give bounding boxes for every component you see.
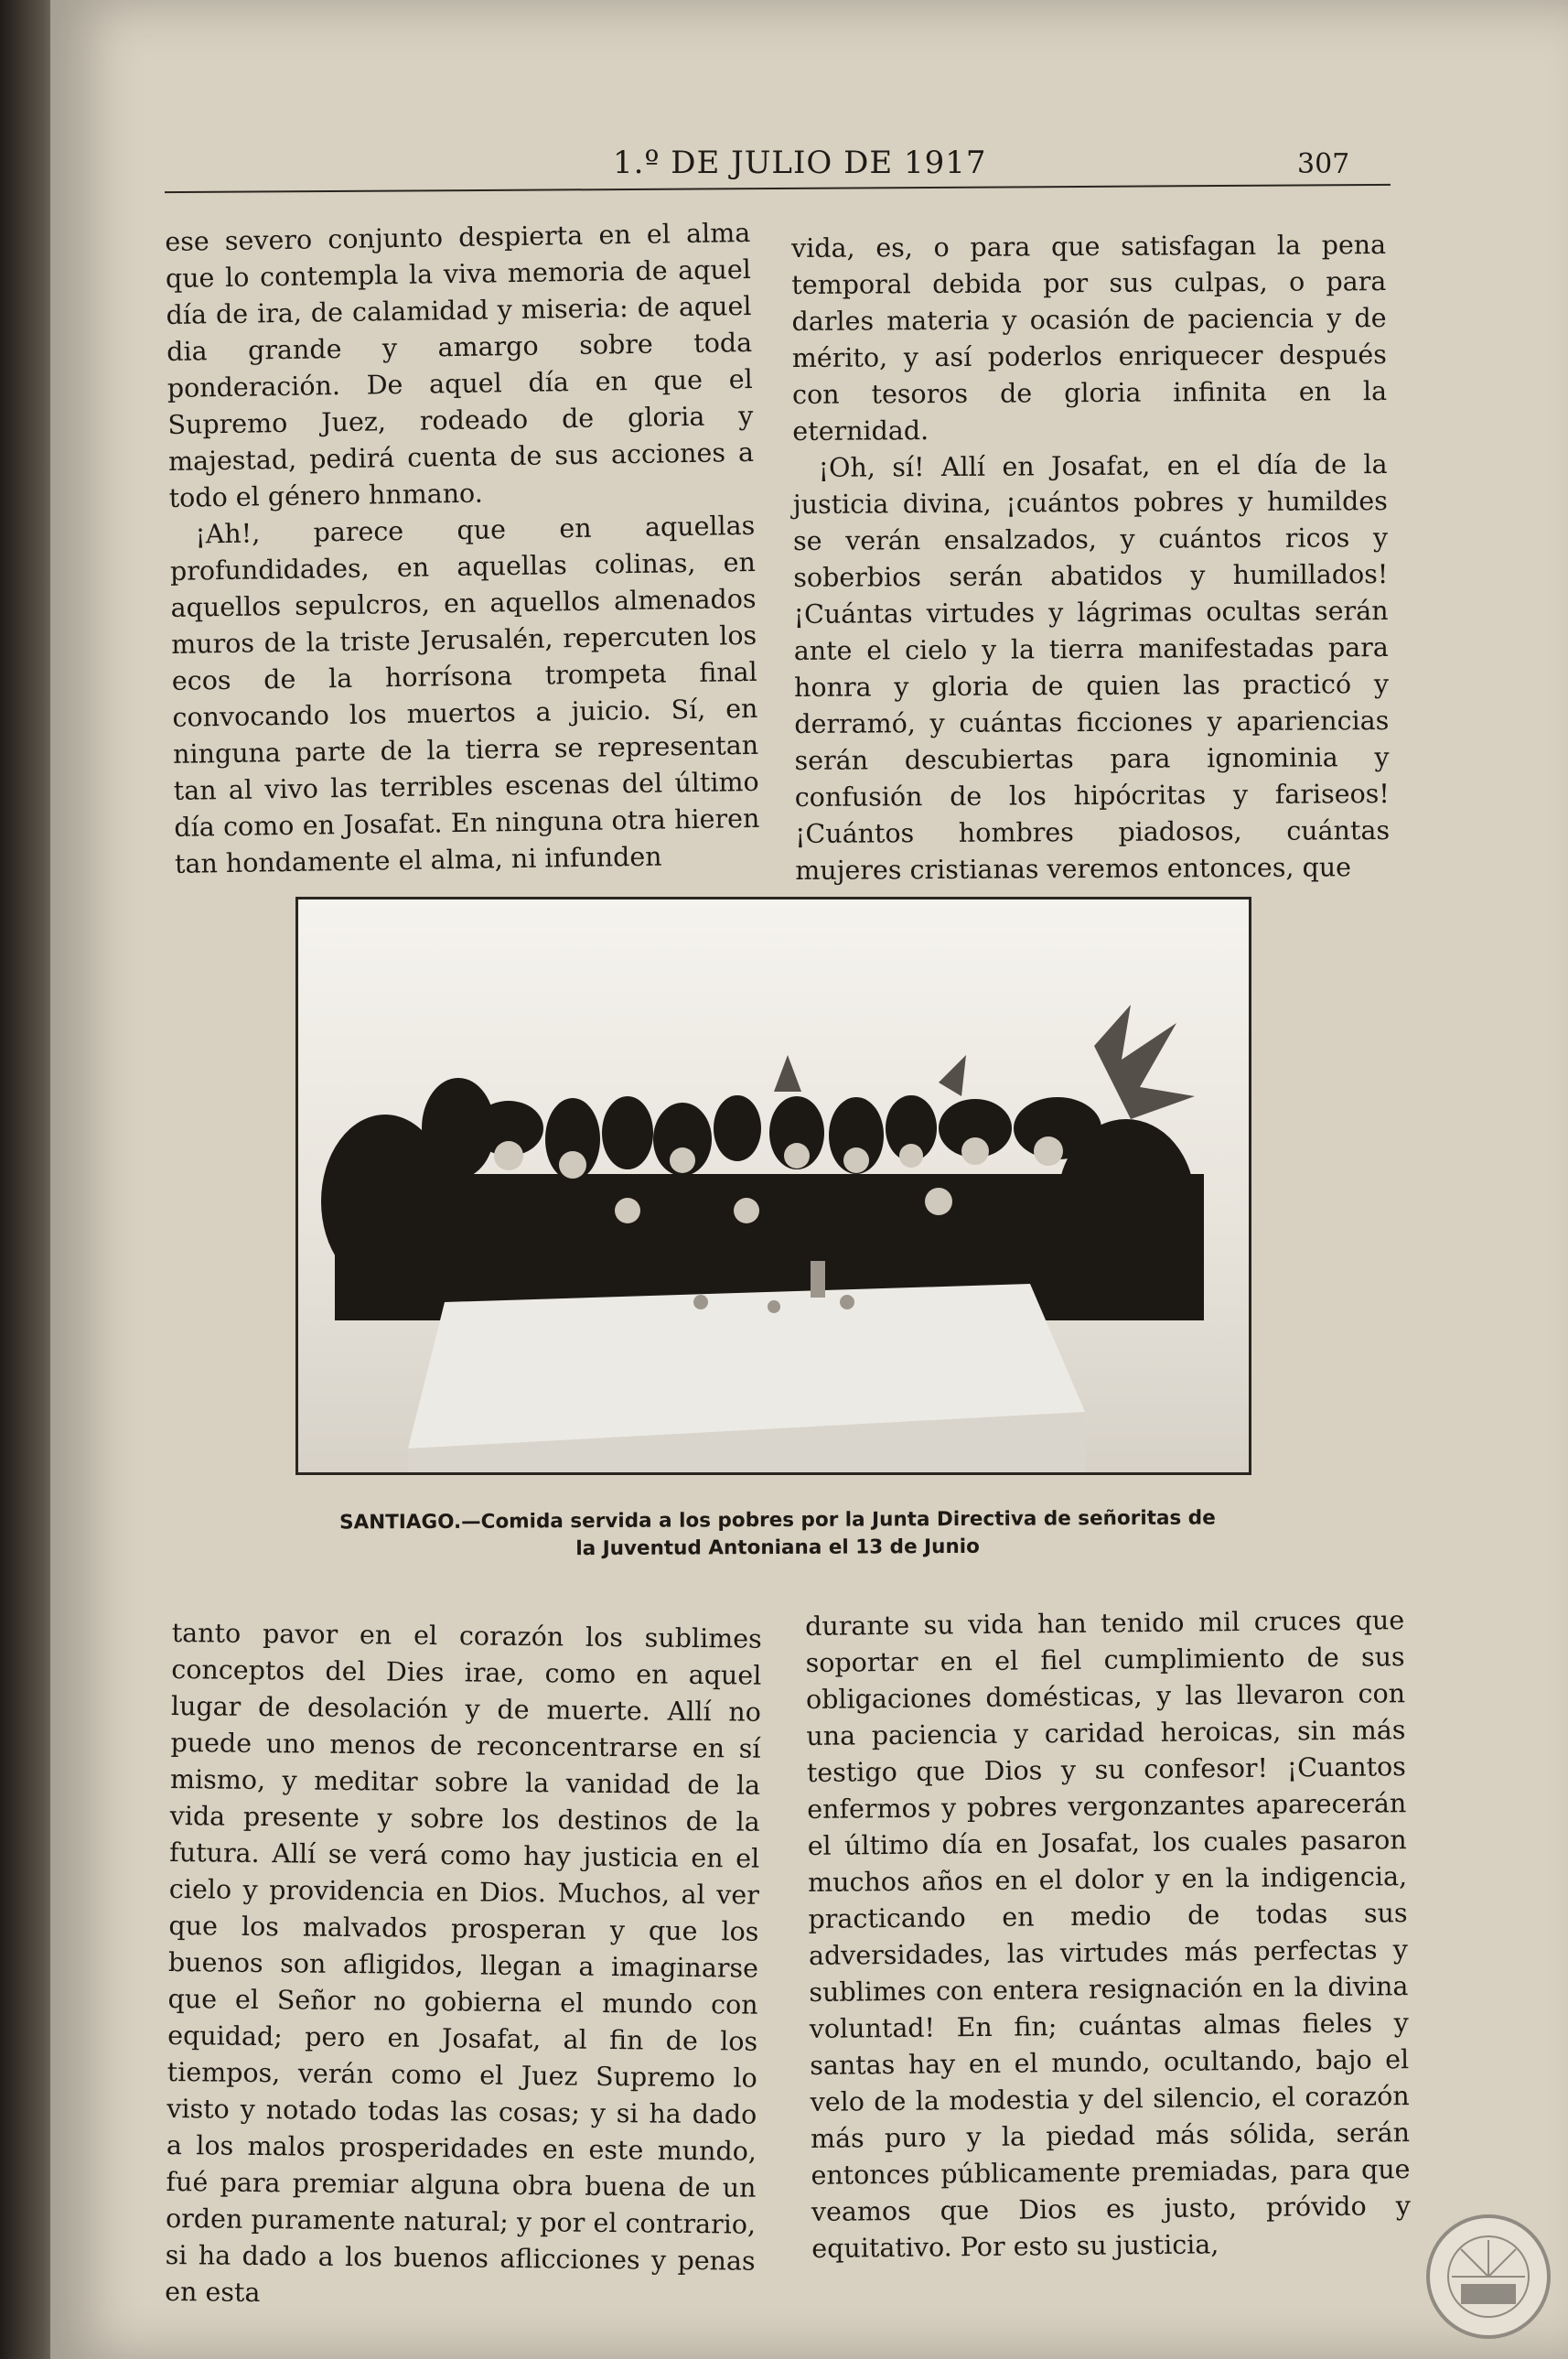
photo-caption — [293, 1504, 1262, 1565]
paragraph: tanto pavor en el corazón los sublimes conceptos del Dies irae, como en aquel lugar de desolación y de muerte. Allí no puede uno menos de reconcentrarse en sí mismo, y meditar sobre la vanidad de la vida presente y sobre los destinos de la futura. Allí se verá como hay justicia en el cielo y providencia en Dios. Muchos, al ver que los malvados prosperan y que los buenos son afligidos, llegan a imaginarse que el Señor no gobierna el mundo con equidad; pero en Josafat, al fin de los tiempos, verán como el Juez Supremo lo visto y notado todas las cosas; y si ha dado a los malos prosperidades en este mundo, fué para premiar alguna obra buena de un orden puramente natural; y por el contrario, si ha dado a los buenos aflicciones y penas en esta — [165, 1617, 762, 2309]
library-seal-stamp — [1424, 2213, 1552, 2341]
paragraph: vida, es, o para que satisfagan la pena temporal debida por sus culpas, o para darles materia y ocasión de paciencia y de mérito, y así poderlos enriquecer después con tesoros de gloria infinita en la eternidad. — [791, 230, 1388, 447]
column-bottom-right — [805, 1602, 1412, 2267]
paragraph: ese severo conjunto despierta en el alma que lo contempla la viva memoria de aquel día de ira, de calamidad y miseria: de aquel dia grande y amargo sobre toda ponderación. De aquel día en que el Supremo Juez, rodeado de gloria y majestad, pedirá cuenta de sus acciones a todo el género hnmano. — [165, 217, 755, 513]
running-header — [165, 137, 1391, 189]
header-date: 1.º DE JULIO DE 1917 — [613, 145, 987, 181]
column-bottom-left — [165, 1615, 762, 2317]
paragraph: durante su vida han tenido mil cruces que soportar en el fiel cumplimiento de sus obligaciones domésticas, y las llevaron con una paciencia y caridad heroicas, sin más testigo que Dios y su confesor! ¡Cuantos enfermos y pobres vergonzantes aparecerán el último día en Josafat, los cuales pasaron muchos años en el dolor y en la indigencia, practicando en medio de todas sus adversidades, las virtudes más perfectas y sublimes con entera resignación en la divina voluntad! En fin; cuántas almas fieles y santas hay en el mundo, ocultando, bajo el velo de la modestia y del silencio, el corazón más puro y la piedad más sólida, serán entonces públicamente premiadas, para que veamos que Dios es justo, próvido y equitativo. Por esto su justicia, — [805, 1605, 1412, 2264]
photo-image — [298, 899, 1249, 1472]
column-top-left — [165, 215, 760, 883]
column-top-right — [791, 227, 1390, 889]
page-number: 307 — [1297, 148, 1350, 180]
paragraph: ¡Oh, sí! Allí en Josafat, en el día de la justicia divina, ¡cuántos pobres y humildes se verán ensalzados, y cuántos ricos y soberbios serán abatidos y humillados! ¡Cuántas virtudes y lágrimas ocultas serán ante el cielo y la tierra manifestadas para honra y gloria de quien las practicó y derramó, y cuántas ficciones y apariencias serán descubiertas para ignominia y confusión de los hipócritas y fariseos! ¡Cuántos hombres piadosos, cuántas mujeres cristianas veremos entonces, que — [792, 449, 1391, 886]
caption-line: SANTIAGO.—Comida servida a los pobres por la Junta Directiva de señoritas de — [339, 1506, 1216, 1535]
banquet-photograph — [295, 897, 1251, 1475]
caption-line: la Juventud Antoniana el 13 de Junio — [575, 1535, 980, 1561]
paragraph: ¡Ah!, parece que en aquellas profundidades, en aquellas colinas, en aquellos sepulcros, en aquellos almenados muros de la triste Jerusalén, repercuten los ecos de la horrísona trompeta final convocando los muertos a juicio. Sí, en ninguna parte de la tierra se representan tan al vivo las terribles escenas del último día como en Josafat. En ninguna otra hieren tan hondamente el alma, ni infunden — [169, 510, 760, 879]
